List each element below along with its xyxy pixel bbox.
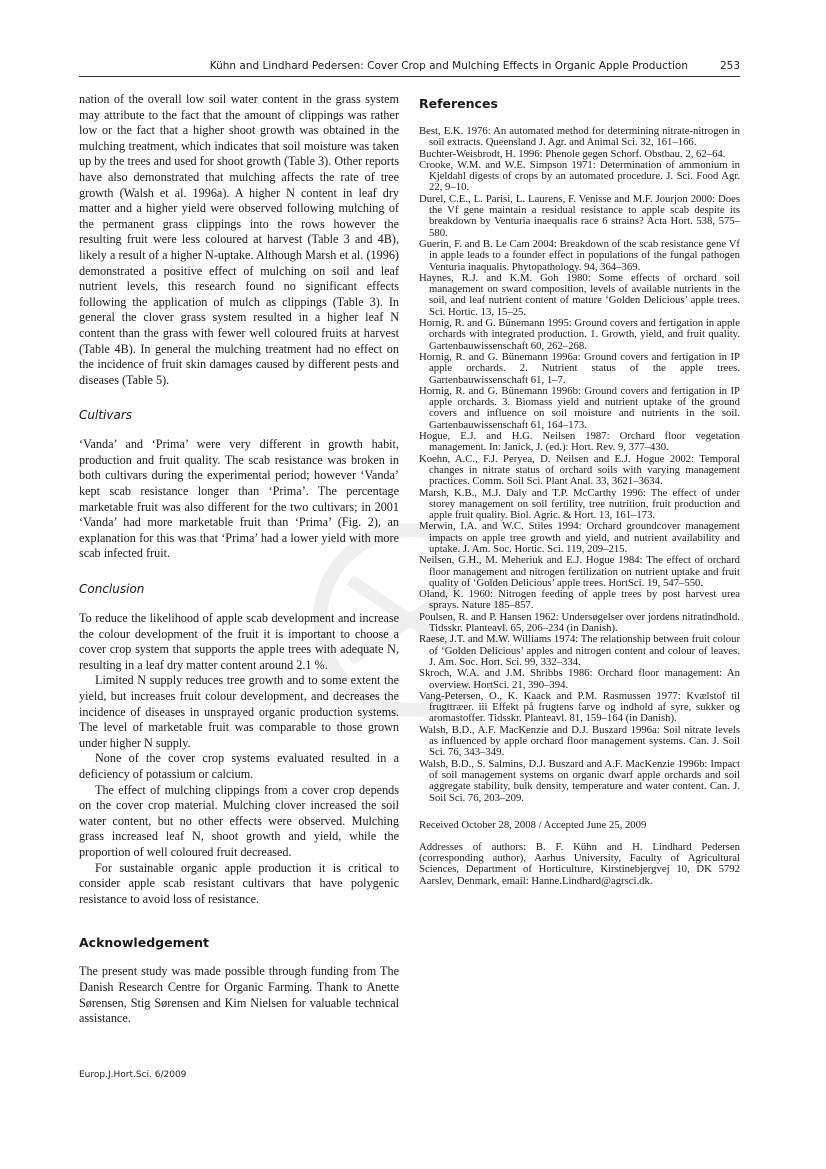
reference-item: Hornig, R. and G. Bünemann 1996a: Ground covers and fertigation in IP apple orchards. 2. Nutrient status of the apple trees. Gartenbauwissenschaft 61, 1–7. xyxy=(419,350,740,386)
reference-item: Haynes, R.J. and K.M. Goh 1980: Some effects of orchard soil management on sward composition, levels of available nutrients in the soil, and leaf nutrient content of mature ‘Golden Delicious’ apple trees. Sci. Hortic. 13, 15–25. xyxy=(419,271,740,318)
running-title: Kühn and Lindhard Pedersen: Cover Crop and Mulching Effects in Organic Apple Production xyxy=(209,60,688,72)
references-heading: References xyxy=(419,96,498,111)
acknowledgement-paragraph: The present study was made possible through funding from The Danish Research Centre for Organic Farming. Thank to Anette Sørensen, Stig Sørensen and Kim Nielsen for valuable technical assistance. xyxy=(79,964,399,1026)
journal-footer: Europ.J.Hort.Sci. 6/2009 xyxy=(79,1070,187,1080)
conclusion-paragraph: Limited N supply reduces tree growth and to some extent the yield, but increases fruit colour development, and decreases the incidence of diseases in unsprayed organic production systems. The level of marketable fruit was comparable to those grown under higher N supply. xyxy=(79,673,399,750)
reference-item: Koehn, A.C., F.J. Peryea, D. Neilsen and E.J. Hogue 2002: Temporal changes in nitrate status of orchard soils with varying management practices. Comm. Soil Sci. Plant Anal. 33, 3621–3634. xyxy=(419,452,740,488)
reference-item: Guerin, F. and B. Le Cam 2004: Breakdown of the scab resistance gene Vf in apple leads to a founder effect in populations of the fungal pathogen Venturia inaqualis. Phytopathology. 94, 364–369. xyxy=(419,237,740,273)
reference-list xyxy=(419,126,740,804)
reference-item: Oland, K. 1960: Nitrogen feeding of apple trees by post harvest urea sprays. Nature 185–857. xyxy=(419,588,740,612)
reference-item: Best, E.K. 1976: An automated method for determining nitrate-nitrogen in soil extracts. Queensland J. Agr. and Animal Sci. 32, 161–166. xyxy=(419,125,740,149)
conclusion-paragraph: To reduce the likelihood of apple scab development and increase the colour development of the fruit it is important to choose a cover crop system that supports the apple trees with adequate N, resulting in a leaf dry matter content around 2.1 %. xyxy=(79,611,399,672)
conclusion-heading: Conclusion xyxy=(79,582,145,597)
cultivars-paragraph: ‘Vanda’ and ‘Prima’ were very different in growth habit, production and fruit quality. The scab resistance was broken in both cultivars during the experimental period; however ‘Vanda’ kept scab resistance longer than ‘Prima’. The percentage marketable fruit was also different for the two cultivars; in 2001 ‘Vanda’ had more marketable fruit than ‘Prima’ (Fig. 2), an explanation for this was that ‘Prima’ had a lower yield with more scab infected fruit. xyxy=(79,437,399,561)
conclusion-paragraph: For sustainable organic apple production it is critical to consider apple scab resistant cultivars that have polygenic resistance to avoid loss of resistance. xyxy=(79,860,399,906)
received-accepted-dates: Received October 28, 2008 / Accepted June 25, 2009 xyxy=(419,818,647,831)
reference-item: Neilsen, G.H., M. Meheriuk and E.J. Hogue 1984: The effect of orchard floor management and nitrogen fertilization on nutrient uptake and fruit quality of ‘Golden Delicious’ apple trees. HortSci. 19, 547–550. xyxy=(419,554,740,589)
reference-item: Hornig, R. and G. Bünemann 1995: Ground covers and fertigation in apple orchards with integrated production. 1. Growth, yield, and fruit quality. Gartenbauwissenschaft 60, 262–268. xyxy=(419,317,740,352)
cultivars-heading: Cultivars xyxy=(79,408,132,423)
conclusion-paragraph: The effect of mulching clippings from a cover crop depends on the cover crop material. Mulching clover increased the soil water content, but no other effects were observed. Mulching grass increased leaf N, shoot growth and yield, while the proportion of well coloured fruit decreased. xyxy=(79,782,399,859)
reference-item: Hogue, E.J. and H.G. Neilsen 1987: Orchard floor vegetation management. In: Janick, J. (ed.): Hort. Rev. 9, 377–430. xyxy=(419,430,740,454)
reference-item: Durel, C.E., L. Parisi, L. Laurens, F. Venisse and M.F. Jourjon 2000: Does the Vf gene maintain a residual resistance to apple scab despite its breakdown by Venturia inaequalis race 6 strains? Acta Hort. 538, 575–580. xyxy=(419,192,740,239)
reference-item: Skroch, W.A. and J.M. Shribbs 1986: Orchard floor management: An overview. HortSci. 21, 390–394. xyxy=(419,667,740,691)
author-addresses: Addresses of authors: B. F. Kühn and H. Lindhard Pedersen (corresponding author), Aarhus University, Faculty of Agricultural Sciences, Department of Horticulture, Kirstinebjergvej 10, DK 5792 Aarslev, Denmark, email: Hanne.Lindhard@agrsci.dk. xyxy=(419,840,740,887)
reference-item: Hornig, R. and G. Bünemann 1996b: Ground covers and fertigation in IP apple orchards. 3. Biomass yield and nutrient uptake of the ground covers and influence on soil moisture and nutrients in the soil. Gartenbauwissenschaft 61, 164–173. xyxy=(419,384,740,431)
reference-item: Walsh, B.D., A.F. MacKenzie and D.J. Buszard 1996a: Soil nitrate levels as influenced by apple orchard floor management systems. Can. J. Soil Sci. 76, 343–349. xyxy=(419,723,740,759)
reference-item: Raese, J.T. and M.W. Williams 1974: The relationship between fruit colour of ‘Golden Delicious’ apples and nitrogen content and colour of leaves. J. Am. Soc. Hort. Sci. 99, 332–334. xyxy=(419,633,740,668)
reference-item: Walsh, B.D., S. Salmins, D.J. Buszard and A.F. MacKenzie 1996b: Impact of soil management systems on organic dwarf apple orchards and soil aggregate stability, bulk density, temperature and water content. Can. J. Soil Sci. 76, 203–209. xyxy=(419,757,740,804)
reference-item: Marsh, K.B., M.J. Daly and T.P. McCarthy 1996: The effect of under storey management on soil fertility, tree nutrition, fruit production and apple fruit quality. Biol. Agric. & Hort. 13, 161–173. xyxy=(419,486,740,522)
reference-item: Crooke, W.M. and W.E. Simpson 1971: Determination of ammonium in Kjeldahl digests of crops by an automated procedure. J. Sci. Food Agr. 22, 9–10. xyxy=(419,158,740,194)
page-number: 253 xyxy=(719,60,740,72)
left-column xyxy=(79,92,399,1027)
conclusion-paragraph: None of the cover crop systems evaluated resulted in a deficiency of potassium or calcium. xyxy=(79,751,399,781)
reference-item: Merwin, I.A. and W.C. Stiles 1994: Orchard groundcover management impacts on apple tree growth and yield, and nutrient availability and uptake. J. Am. Soc. Hortic. Sci. 119, 209–215. xyxy=(419,520,740,555)
right-column xyxy=(419,92,740,898)
reference-item: Vang-Petersen, O., K. Kaack and P.M. Rasmussen 1977: Kvælstof til frugttræer. iii Effekt på frugtens farve og indhold af syre, sukker og aromastoffer. Tidsskr. Planteavl. 81, 159–164 (in Danish). xyxy=(419,689,740,725)
running-header xyxy=(79,58,740,77)
reference-item: Buchter-Weisbrodt, H. 1996: Phenole gegen Schorf. Obstbau. 2, 62–64. xyxy=(419,147,726,160)
reference-item: Poulsen, R. and P. Hansen 1962: Undersøgelser over jordens nitratindhold. Tidsskr. Planteavl. 65, 206–234 (in Danish). xyxy=(419,610,740,635)
discussion-continuation: nation of the overall low soil water content in the grass system may attribute to the fact that the amount of clippings was rather low or the fact that a higher shoot growth was obtained in the mulching treatment, which indicates that soil moisture was taken up by the trees and used for shoot growth (Table 3). Other reports have also demonstrated that mulching affects the rate of tree growth (Walsh et al. 1996a). A higher N content in leaf dry matter and a higher yield were observed following mulching of the permanent grass clippings into the rows however the resulting fruit were less coloured at harvest (Table 3 and 4B), likely a result of a higher N-uptake. Although Marsh et al. (1996) demonstrated a positive effect of mulching on soil and leaf nutrient levels, this research found no significant effects following the application of mulch as clippings (Table 3). In general the clover grass system resulted in a higher leaf N content than the grass with fewer well coloured fruits at harvest (Table 4B). In general the mulching treatment had no effect on the incidence of fruit skin damages caused by different pests and diseases (Table 5). xyxy=(79,92,399,387)
acknowledgement-heading: Acknowledgement xyxy=(79,935,209,951)
